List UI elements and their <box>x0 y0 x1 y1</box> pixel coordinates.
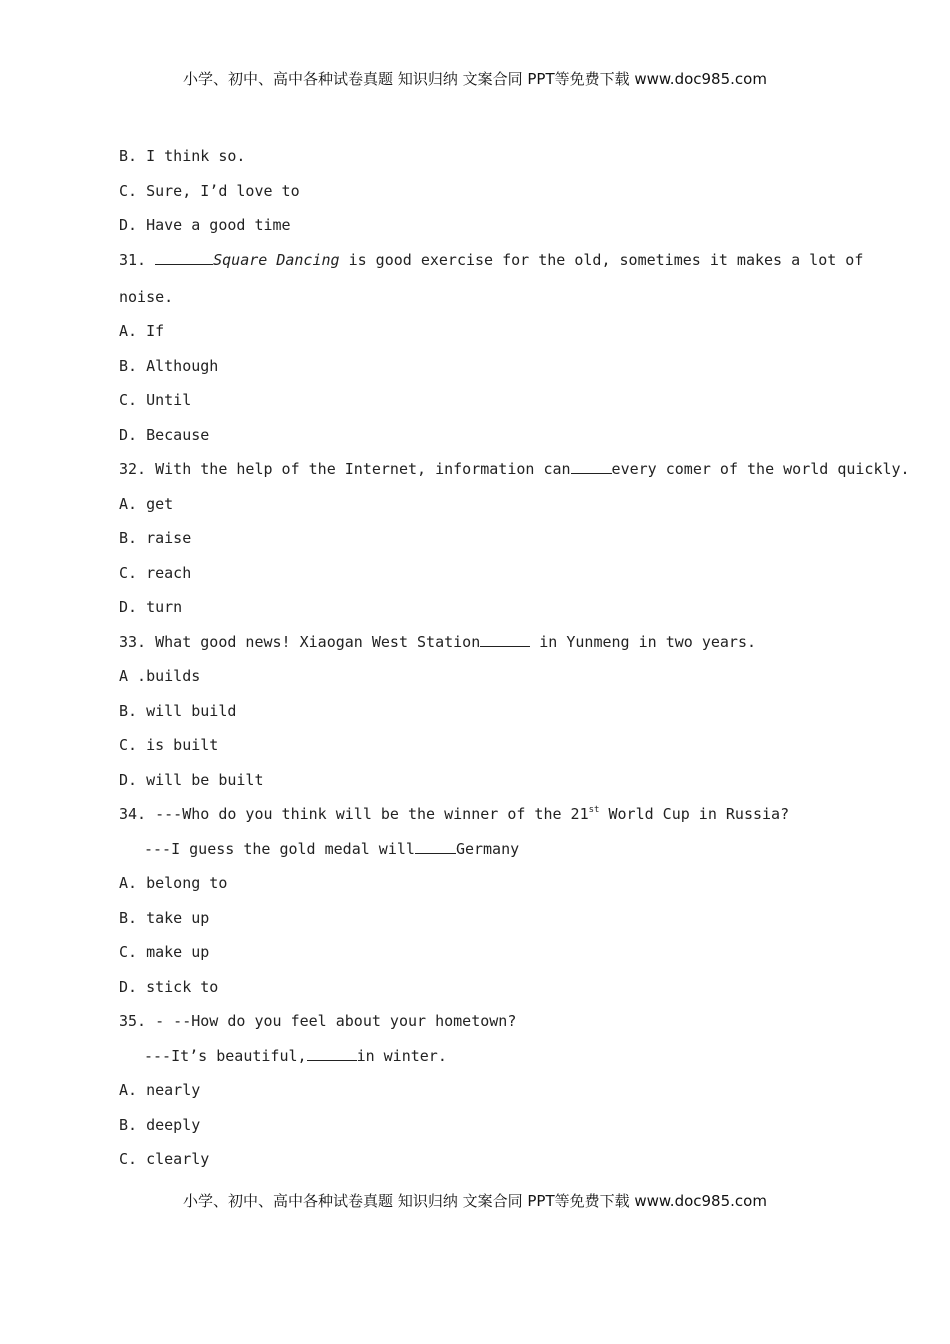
option-line: C. Until <box>119 391 192 409</box>
answer-blank <box>480 628 530 647</box>
question-35-answer <box>119 1042 879 1077</box>
answer-blank <box>415 835 456 854</box>
option-line: B. will build <box>119 701 237 720</box>
option-line: A .builds <box>119 667 201 685</box>
option-line: C. is built <box>119 736 219 754</box>
question-text: ---I guess the gold medal will <box>144 839 415 858</box>
question-text: Germany <box>455 839 520 858</box>
question-34-answer <box>119 835 879 870</box>
superscript: st <box>588 805 600 815</box>
option-line: D. Have a good time <box>119 216 291 234</box>
question-text: in Yunmeng in two years. <box>530 632 757 651</box>
answer-blank <box>307 1042 357 1061</box>
question-list <box>119 142 910 1180</box>
option-line: D. will be built <box>119 770 264 789</box>
option-line: A. get <box>119 494 174 513</box>
answer-blank <box>571 455 612 474</box>
option-line: C. clearly <box>119 1150 210 1168</box>
question-text: World Cup in Russia? <box>599 805 790 823</box>
question-number: 31. <box>119 250 156 269</box>
option-line: A. nearly <box>119 1081 201 1099</box>
question-31-continuation: noise. <box>119 287 174 306</box>
question-33 <box>119 628 879 663</box>
option-line: B. raise <box>119 529 192 547</box>
italic-title: Square Dancing <box>213 250 340 269</box>
question-text: ---It’s beautiful, <box>144 1046 307 1065</box>
question-text: 33. What good news! Xiaogan West Station <box>119 632 481 651</box>
option-line: A. If <box>119 322 165 340</box>
option-line: C. Sure, I’d love to <box>119 181 300 200</box>
question-text: every comer of the world quickly. <box>611 460 910 478</box>
question-text: in winter. <box>356 1046 447 1065</box>
answer-blank <box>155 246 213 265</box>
option-line: D. Because <box>119 425 210 444</box>
option-line: D. stick to <box>119 977 219 996</box>
question-32 <box>119 455 910 490</box>
page-header: 小学、初中、高中各种试卷真题 知识归纳 文案合同 PPT等免费下载 www.doc985.com <box>183 70 767 88</box>
option-line: B. deeply <box>119 1115 201 1134</box>
question-31 <box>119 246 879 283</box>
question-34 <box>119 800 879 835</box>
option-line: C. reach <box>119 563 192 582</box>
option-line: A. belong to <box>119 874 228 892</box>
question-35: 35. - --How do you feel about your hometown? <box>119 1012 517 1030</box>
option-line: B. take up <box>119 908 210 927</box>
option-line: B. I think so. <box>119 147 246 165</box>
question-text: is good exercise for the old, sometimes it makes a lot of <box>339 250 864 269</box>
page-footer: 小学、初中、高中各种试卷真题 知识归纳 文案合同 PPT等免费下载 www.doc985.com <box>183 1192 767 1210</box>
question-text: 34. ---Who do you think will be the winner of the 21 <box>119 805 589 823</box>
option-line: B. Although <box>119 356 219 375</box>
question-text: 32. With the help of the Internet, information can <box>119 460 571 478</box>
option-line: D. turn <box>119 598 183 616</box>
option-line: C. make up <box>119 943 210 961</box>
